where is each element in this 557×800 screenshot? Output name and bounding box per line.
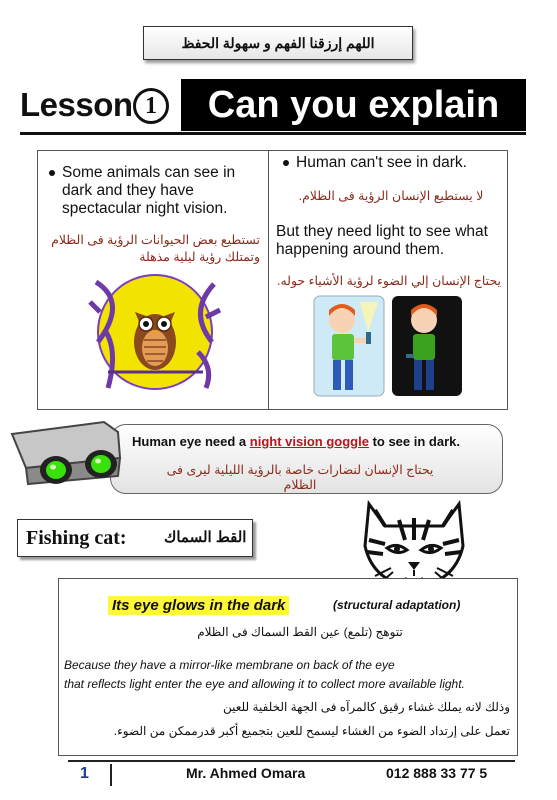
- lesson-title: Can you explain: [181, 79, 526, 131]
- goggle-text-before: Human eye need a: [132, 434, 250, 449]
- lesson-number-badge: 1: [133, 88, 169, 124]
- footer-divider: [68, 760, 515, 762]
- goggle-link-text: night vision goggle: [249, 434, 369, 449]
- adaptation-label: (structural adaptation): [333, 598, 461, 612]
- fishing-cat-title-arabic: القط السماك: [164, 529, 247, 546]
- night-vision-goggles-icon: [6, 418, 126, 492]
- right-cell-arabic-2: يحتاج الإنسان إلي الضوء لرؤية الأشياء حوله.: [276, 274, 502, 288]
- phone-number: 012 888 33 77 5: [386, 765, 488, 781]
- left-cell-arabic: تستطيع بعض الحيوانات الرؤية فى الظلام وتمتلك رؤية ليلية مذهلة: [51, 233, 260, 264]
- table-divider: [268, 150, 269, 410]
- explanation-line-1: Because they have a mirror-like membrane on back of the eye: [64, 658, 395, 672]
- bullet-icon: [49, 170, 55, 176]
- right-cell-arabic-1: لا يستطيع الإنسان الرؤية فى الظلام.: [298, 189, 484, 203]
- lesson-label: Lesson: [20, 86, 133, 123]
- right-cell-english-1: Human can't see in dark.: [296, 154, 467, 171]
- fishing-cat-title-english: Fishing cat:: [26, 527, 127, 549]
- explanation-arabic-1: وذلك لانه يملك غشاء رقيق كالمرآه فى الجهة الخلفية للعين: [223, 700, 510, 714]
- author-name: Mr. Ahmed Omara: [186, 765, 306, 781]
- left-cell-english: Some animals can see in dark and they have spectacular night vision.: [62, 164, 236, 217]
- explanation-line-2: that reflects light enter the eye and allowing it to collect more available light.: [64, 677, 465, 691]
- footer-separator: [110, 764, 112, 786]
- bullet-icon: [283, 160, 289, 166]
- boy-flashlight-image: [312, 294, 464, 398]
- explanation-arabic-2: تعمل على إرتداد الضوء من الغشاء ليسمح للعين بتجميع أكبر قدرممكن من الضوء.: [113, 724, 510, 738]
- goggle-arabic-text: يحتاج الإنسان لنضارات خاصة بالرؤية الليلية ليرى فى الظلام: [166, 463, 434, 492]
- goggle-text-after: to see in dark.: [368, 434, 460, 449]
- eye-glow-heading: Its eye glows in the dark: [108, 596, 289, 615]
- dua-text: اللهم إرزقنا الفهم و سهولة الحفظ: [181, 34, 375, 51]
- right-cell-english-2: But they need light to see what happening around them.: [276, 223, 488, 258]
- goggle-english-text: [132, 434, 460, 449]
- title-underline: [20, 132, 526, 135]
- explanation-english: [64, 656, 514, 694]
- owl-moon-image: [88, 272, 222, 390]
- eye-glow-arabic: تتوهج (تلمع) عين القط السماك فى الظلام: [197, 625, 403, 639]
- page-number: 1: [80, 765, 89, 782]
- dua-banner: [143, 26, 413, 60]
